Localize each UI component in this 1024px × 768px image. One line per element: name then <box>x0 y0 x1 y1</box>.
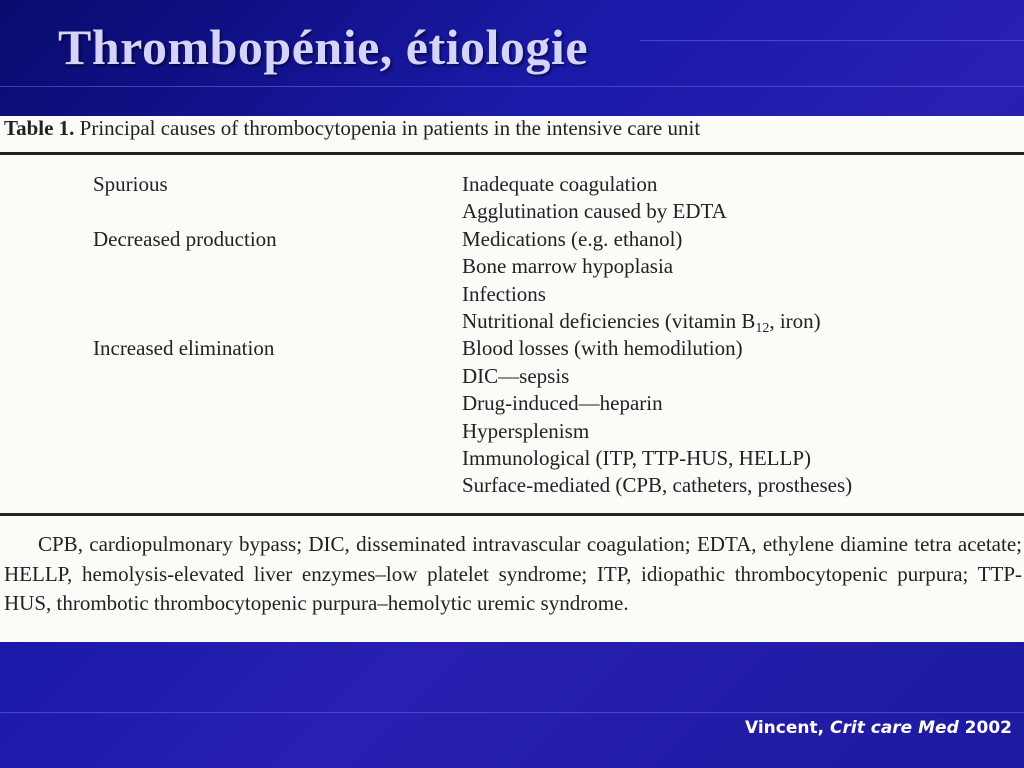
table-row <box>0 364 1024 391</box>
table-row <box>0 336 1024 363</box>
table-row <box>0 391 1024 418</box>
decorative-line <box>0 712 1024 713</box>
row-category: Decreased production <box>93 226 277 251</box>
table-row <box>0 254 1024 281</box>
table-footnote <box>4 530 1022 619</box>
table-row <box>0 419 1024 446</box>
row-cause: Immunological (ITP, TTP-HUS, HELLP) <box>462 445 812 470</box>
row-cause-suffix: , iron) <box>769 308 821 333</box>
row-cause-prefix: Nutritional deficiencies (vitamin B <box>462 308 756 333</box>
row-cause: DIC—sepsis <box>462 363 570 388</box>
table-row <box>0 199 1024 226</box>
row-cause: Inadequate coagulation <box>462 172 658 196</box>
row-category: Increased elimination <box>93 336 275 361</box>
row-cause: Drug-induced—heparin <box>462 391 663 416</box>
row-cause: Agglutination caused by EDTA <box>462 199 727 224</box>
decorative-line <box>0 86 1024 87</box>
table-row <box>0 227 1024 254</box>
table-row <box>0 446 1024 473</box>
table-top-rule <box>0 152 1024 155</box>
row-cause: Bone marrow hypoplasia <box>462 254 674 279</box>
table-body <box>0 172 1024 501</box>
table-caption-text: Principal causes of thrombocytopenia in patients in the intensive care unit <box>79 116 701 140</box>
row-category: Spurious <box>93 172 168 196</box>
table-row <box>0 473 1024 500</box>
decorative-line <box>640 40 1024 41</box>
table-caption-label: Table 1. <box>4 116 75 140</box>
row-cause: Medications (e.g. ethanol) <box>462 226 683 251</box>
table-row <box>0 309 1024 336</box>
row-cause <box>462 309 821 337</box>
row-cause: Infections <box>462 281 546 306</box>
table-caption <box>4 116 700 141</box>
table-row <box>0 172 1024 199</box>
citation <box>745 718 1012 738</box>
row-cause: Blood losses (with hemodilution) <box>462 336 743 361</box>
citation-journal: Crit care Med <box>830 718 959 738</box>
row-cause: Hypersplenism <box>462 418 590 443</box>
table-figure <box>0 116 1024 642</box>
citation-year: 2002 <box>964 718 1012 738</box>
slide-title: Thrombopénie, étiologie <box>58 19 589 75</box>
row-cause: Surface-mediated (CPB, catheters, prostheses) <box>462 473 853 498</box>
table-bottom-rule <box>0 513 1024 516</box>
citation-author: Vincent, <box>745 718 825 738</box>
table-footnote-text: CPB, cardiopulmonary bypass; DIC, disseminated intravascular coagulation; EDTA, ethylene diamine tetra acetate; HELLP, hemolysis-elevated liver enzymes–low platelet syndrome; ITP, idiopathic thrombocytopenic purpura; TTP-HUS, thrombotic thrombocytopenic purpura–hemolytic uremic syndrome. <box>4 532 1022 615</box>
row-cause-sub: 12 <box>755 320 770 336</box>
table-row <box>0 282 1024 309</box>
